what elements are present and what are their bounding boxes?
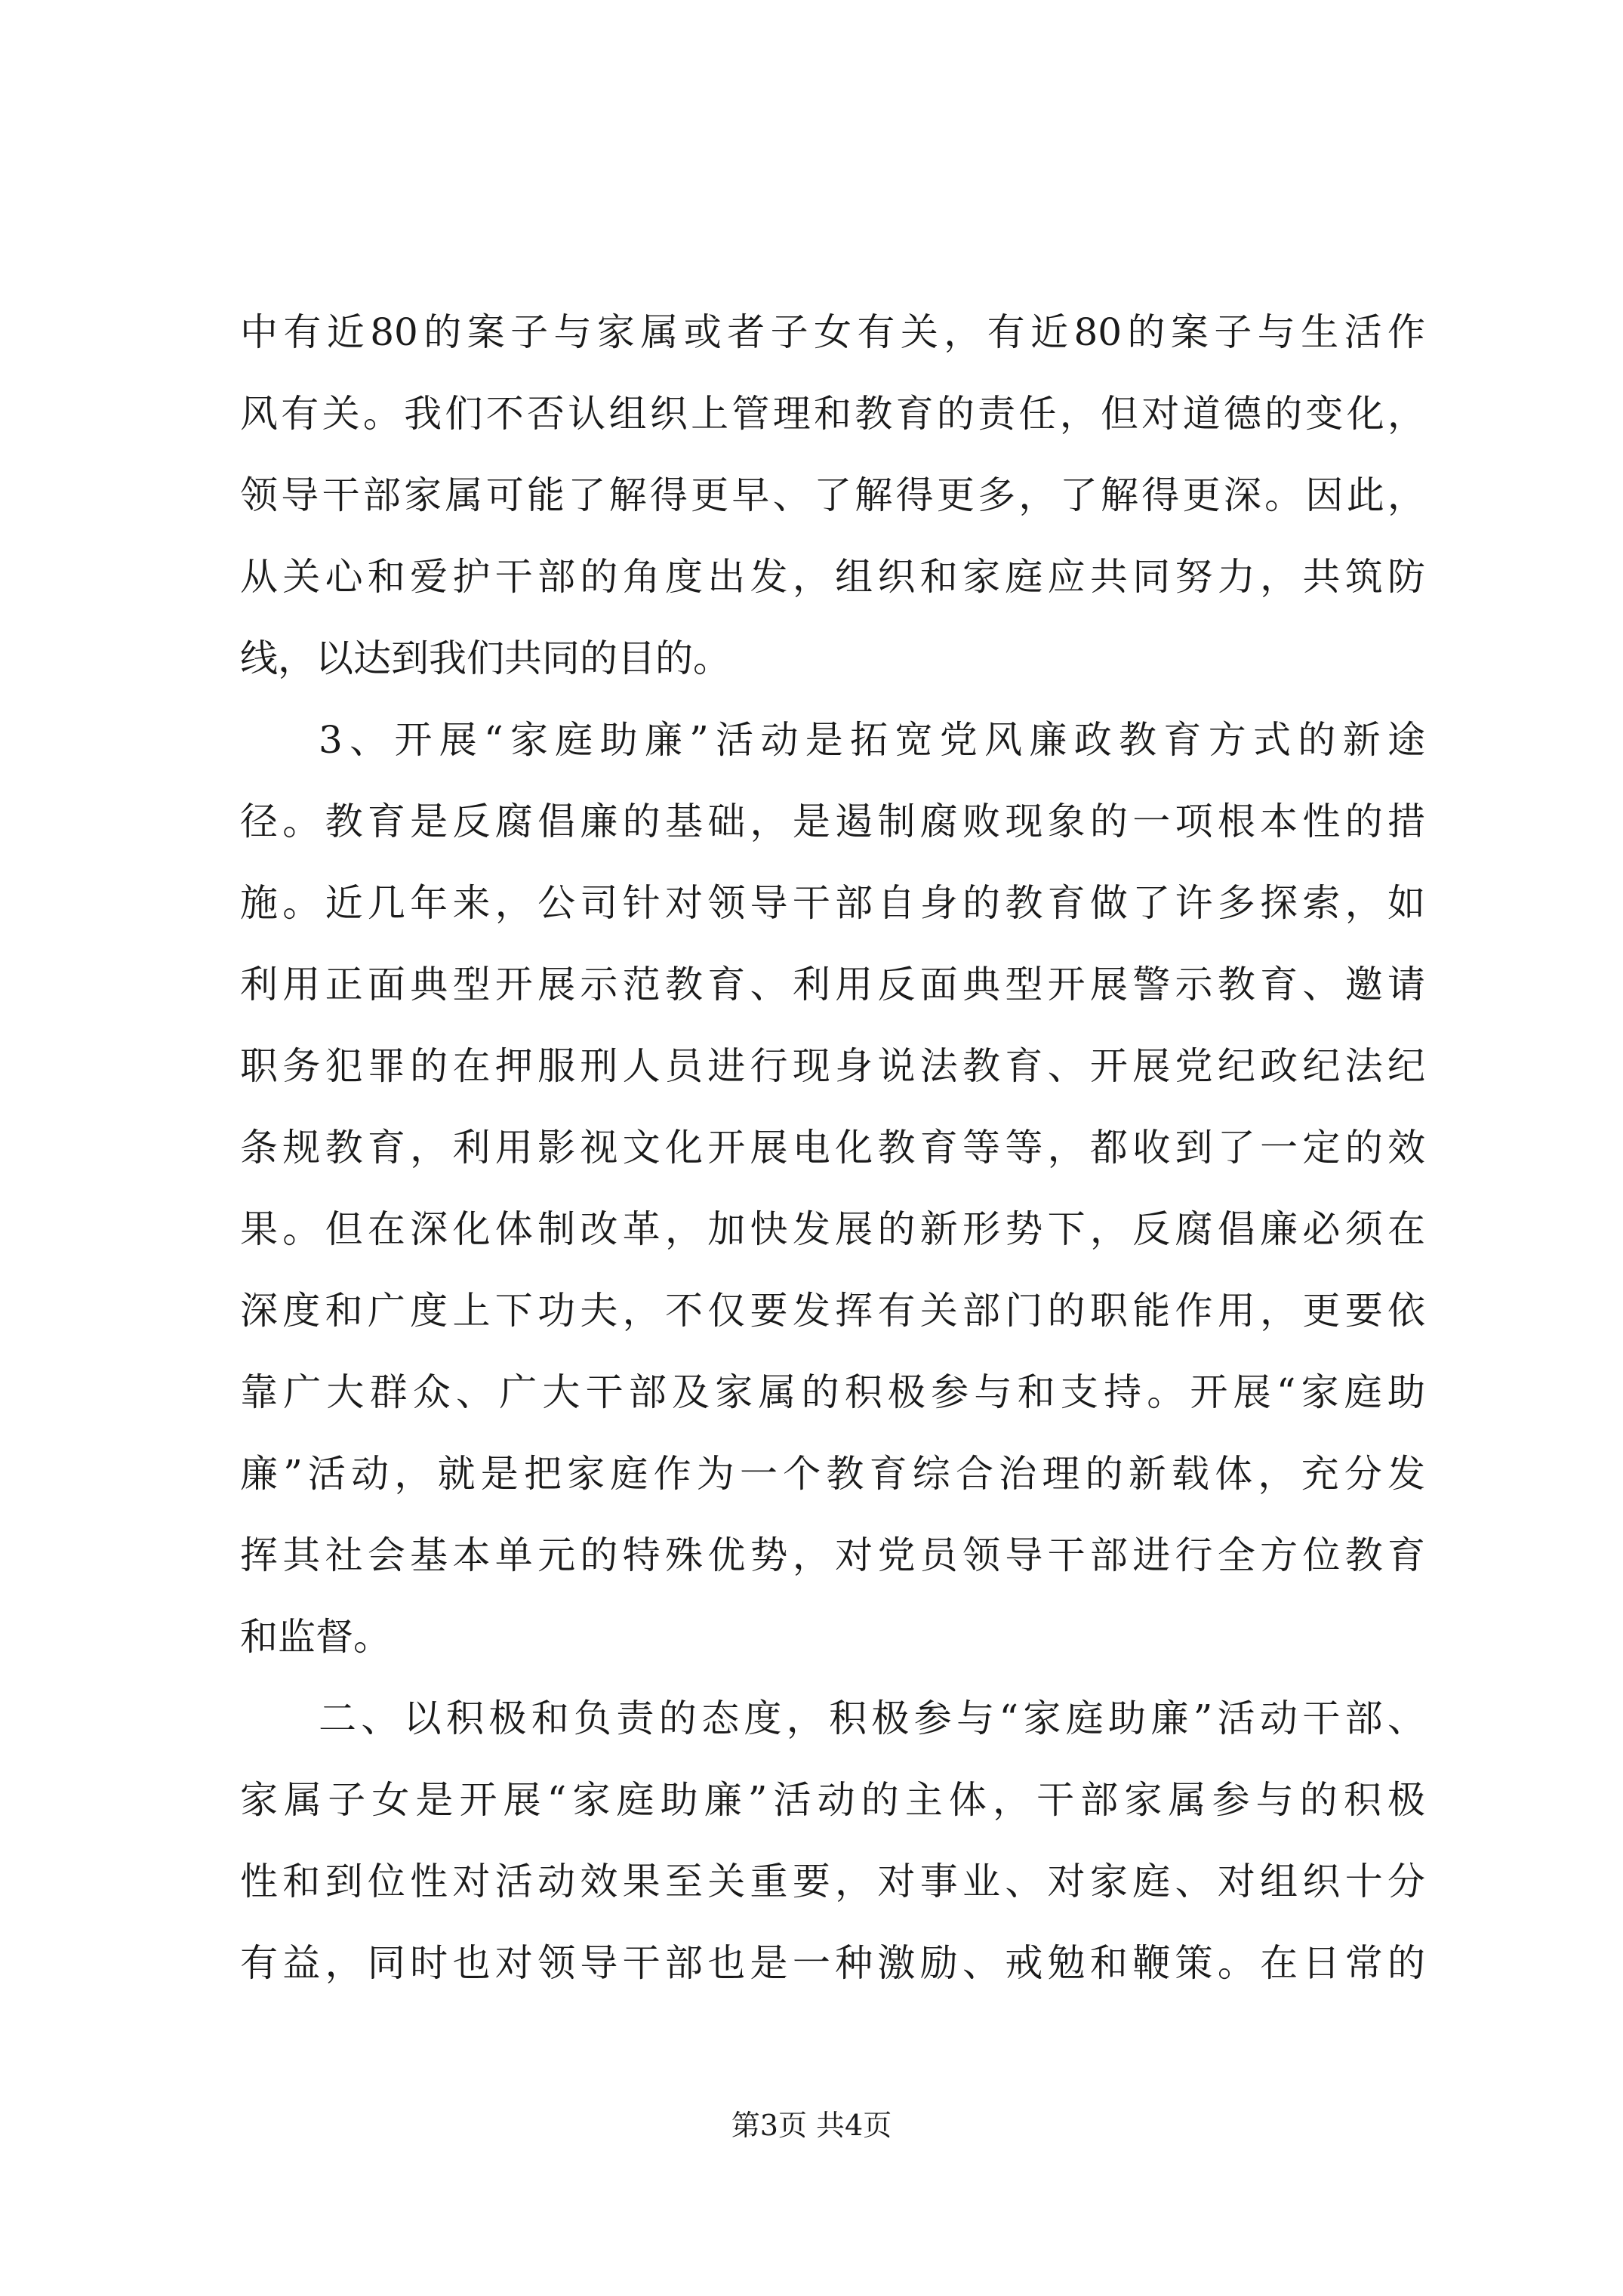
text-line: 风有关。我们不否认组织上管理和教育的责任，但对道德的变化， (240, 392, 1425, 436)
text-line: 径。教育是反腐倡廉的基础，是遏制腐败现象的一项根本性的措 (240, 800, 1425, 843)
text-line: 二、以积极和负责的态度，积极参与“家庭助廉”活动干部、 (319, 1697, 1425, 1740)
text-line: 中有近80的案子与家属或者子女有关，有近80的案子与生活作 (240, 310, 1425, 354)
text-line: 职务犯罪的在押服刑人员进行现身说法教育、开展党纪政纪法纪 (240, 1044, 1425, 1088)
text-line: 深度和广度上下功夫，不仅要发挥有关部门的职能作用，更要依 (240, 1289, 1425, 1333)
text-line: 性和到位性对活动效果至关重要，对事业、对家庭、对组织十分 (240, 1860, 1425, 1903)
text-line: 施。近几年来，公司针对领导干部自身的教育做了许多探索，如 (240, 881, 1425, 925)
text-line: 廉”活动，就是把家庭作为一个教育综合治理的新载体，充分发 (240, 1452, 1425, 1496)
text-line: 家属子女是开展“家庭助廉”活动的主体，干部家属参与的积极 (240, 1778, 1425, 1822)
text-line: 挥其社会基本单元的特殊优势，对党员领导干部进行全方位教育 (240, 1533, 1425, 1577)
text-line: 有益，同时也对领导干部也是一种激励、戒勉和鞭策。在日常的 (240, 1941, 1425, 1985)
text-line: 从关心和爱护干部的角度出发，组织和家庭应共同努力，共筑防 (240, 555, 1425, 599)
text-line: 利用正面典型开展示范教育、利用反面典型开展警示教育、邀请 (240, 963, 1425, 1006)
text-line: 3、开展“家庭助廉”活动是拓宽党风廉政教育方式的新途 (319, 718, 1425, 762)
text-line: 条规教育，利用影视文化开展电化教育等等，都收到了一定的效 (240, 1126, 1425, 1170)
page-footer: 第3页 共4页 (731, 2109, 892, 2142)
text-line: 果。但在深化体制改革，加快发展的新形势下，反腐倡廉必须在 (240, 1207, 1425, 1251)
text-line: 线，以达到我们共同的目的。 (240, 636, 731, 680)
text-line: 和监督。 (240, 1615, 391, 1659)
text-line: 领导干部家属可能了解得更早、了解得更多，了解得更深。因此， (240, 473, 1425, 517)
text-line: 靠广大群众、广大干部及家属的积极参与和支持。开展“家庭助 (240, 1370, 1425, 1414)
body-text (240, 291, 1425, 2004)
